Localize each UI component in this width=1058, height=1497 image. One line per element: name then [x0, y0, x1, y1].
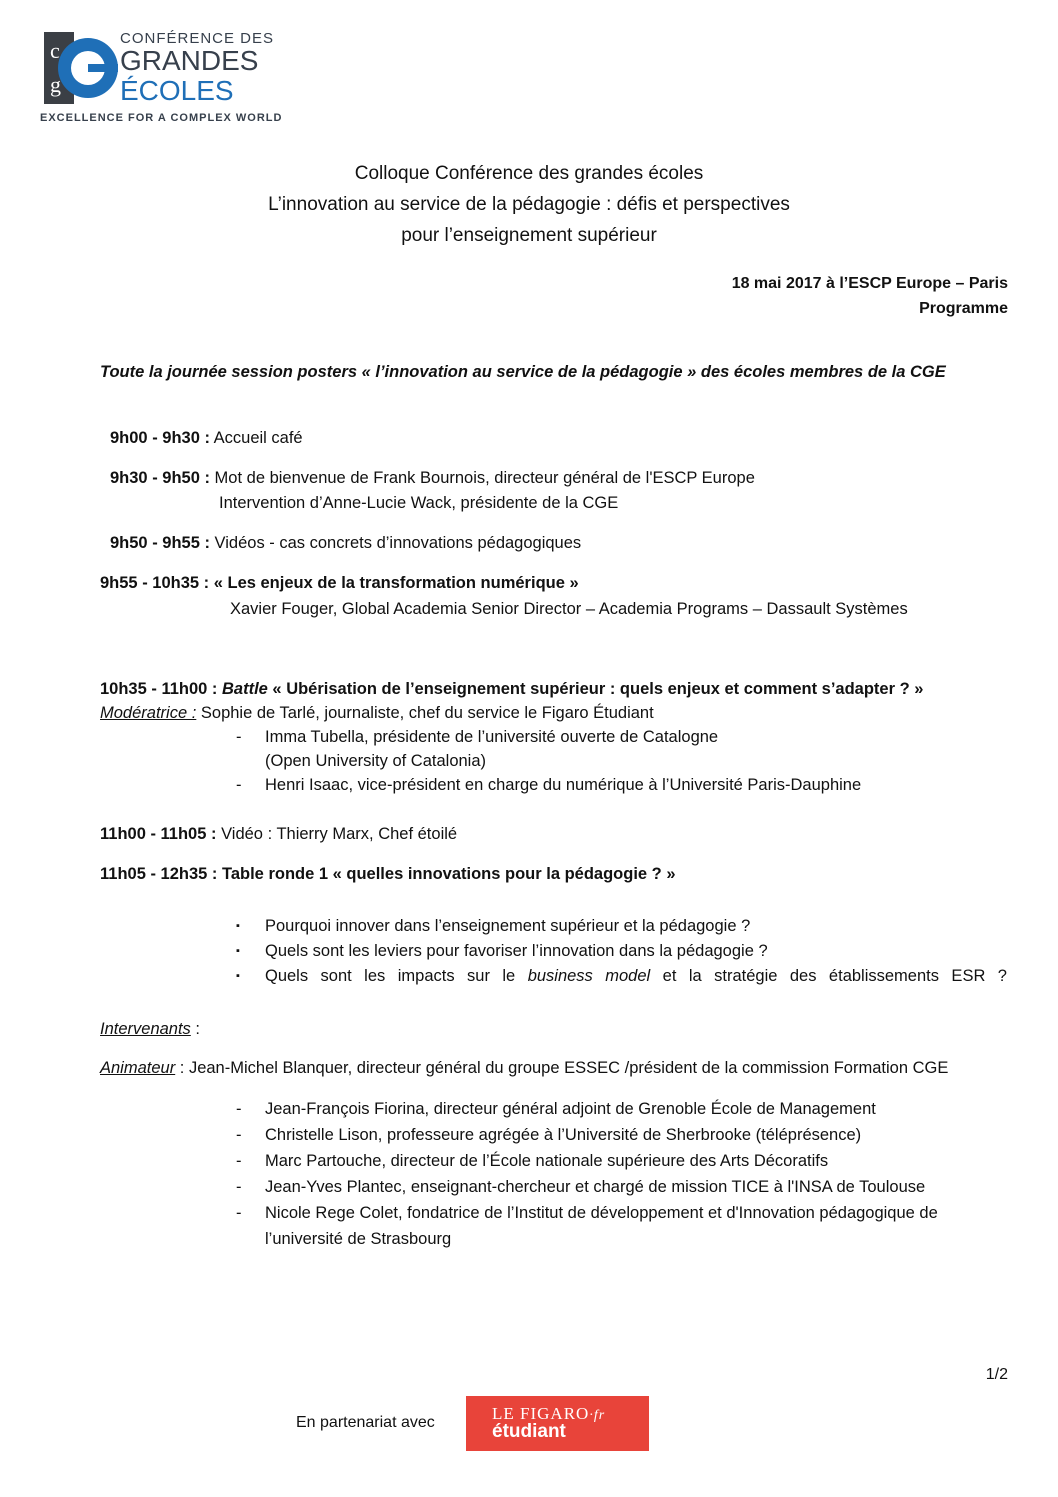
animator-name: : Jean-Michel Blanquer, directeur général du groupe ESSEC /président de la commission Formation CGE — [175, 1059, 949, 1077]
figaro-suffix: ·fr — [589, 1408, 606, 1423]
bullet-icon: ▪ — [236, 920, 240, 932]
speaker-item-cont: l’université de Strasbourg — [265, 1230, 452, 1248]
schedule-text: Mot de bienvenue de Frank Bournois, directeur général de l'ESCP Europe — [209, 469, 755, 487]
speakers-heading — [100, 1017, 200, 1041]
question-item: Pourquoi innover dans l’enseignement supérieur et la pédagogie ? — [265, 917, 751, 935]
logo-line-2: GRANDES — [120, 45, 259, 76]
schedule-item — [100, 822, 457, 846]
speaker-item: Christelle Lison, professeure agrégée à l’Université de Sherbrooke (téléprésence) — [265, 1126, 862, 1144]
schedule-time: 11h00 - 11h05 : — [100, 825, 217, 843]
list-dash: - — [236, 1100, 242, 1118]
list-item: Imma Tubella, présidente de l’université ouverte de Catalogne — [265, 728, 719, 746]
partner-label: En partenariat avec — [296, 1414, 435, 1431]
speakers-list — [0, 1096, 1058, 1252]
schedule-item — [100, 571, 579, 595]
schedule-text: « Les enjeux de la transformation numérique » — [209, 574, 579, 592]
page-number: 1/2 — [985, 1366, 1008, 1383]
schedule-item — [110, 531, 581, 555]
question-emphasis: business model — [527, 967, 651, 985]
schedule-time: 9h30 - 9h50 : — [110, 469, 210, 487]
figaro-line-2: étudiant — [492, 1421, 566, 1442]
schedule-text: Vidéos - cas concrets d’innovations pédagogiques — [209, 534, 582, 552]
speakers-label: Intervenants — [100, 1020, 191, 1038]
question-text: et la stratégie des établissements ESR ? — [650, 967, 1007, 985]
logo-line-3: ÉCOLES — [120, 75, 234, 106]
list-dash: - — [236, 1178, 242, 1196]
animator-line — [100, 1056, 948, 1080]
poster-session: Toute la journée session posters « l’innovation au service de la pédagogie » des écoles membres de la CGE — [100, 363, 946, 381]
date-place: 18 mai 2017 à l’ESCP Europe – Paris — [731, 275, 1008, 292]
schedule-item — [110, 426, 303, 450]
list-dash: - — [236, 728, 242, 746]
schedule-format: Battle — [222, 680, 268, 698]
svg-text:c: c — [50, 38, 60, 63]
figaro-etudiant-logo — [466, 1396, 649, 1451]
speaker-item: Marc Partouche, directeur de l’École nationale supérieure des Arts Décoratifs — [265, 1152, 829, 1170]
programme-label: Programme — [919, 300, 1008, 317]
list-dash: - — [236, 1152, 242, 1170]
schedule-time: 9h50 - 9h55 : — [110, 534, 210, 552]
moderator-name: Sophie de Tarlé, journaliste, chef du service le Figaro Étudiant — [196, 704, 654, 722]
cge-emblem-icon — [40, 28, 120, 108]
list-item-cont: (Open University of Catalonia) — [265, 752, 487, 770]
schedule-text: Accueil café — [209, 429, 303, 447]
bullet-icon: ▪ — [236, 945, 240, 957]
schedule-text-cont: Xavier Fouger, Global Academia Senior Director – Academia Programs – Dassault Systèmes — [230, 600, 908, 618]
title-line-2: L’innovation au service de la pédagogie : défis et perspectives — [268, 194, 790, 215]
question-text: Quels sont les impacts sur le — [265, 967, 528, 985]
schedule-item — [100, 862, 676, 886]
schedule-time: 9h00 - 9h30 : — [110, 429, 210, 447]
speaker-item: Jean-Yves Plantec, enseignant-chercheur et chargé de mission TICE à l'INSA de Toulouse — [265, 1178, 926, 1196]
figaro-name: LE FIGARO — [492, 1404, 590, 1423]
logo-line-1: CONFÉRENCE DES — [120, 30, 275, 47]
animator-label: Animateur — [100, 1059, 176, 1077]
moderator-line — [100, 701, 654, 725]
schedule-time: 11h05 - 12h35 : — [100, 865, 218, 883]
bullet-icon: ▪ — [236, 970, 240, 982]
schedule-time: 10h35 - 11h00 : — [100, 680, 218, 698]
moderator-label: Modératrice : — [100, 704, 197, 722]
logo-tagline: EXCELLENCE FOR A COMPLEX WORLD — [40, 112, 283, 124]
schedule-item — [110, 466, 755, 490]
question-item — [265, 964, 1007, 989]
speakers-colon: : — [190, 1020, 200, 1038]
list-dash: - — [236, 1126, 242, 1144]
cge-logo — [40, 28, 300, 128]
speaker-item: Nicole Rege Colet, fondatrice de l’Institut de développement et d'Innovation pédagogique de — [265, 1204, 938, 1222]
list-item: Henri Isaac, vice-président en charge du numérique à l’Université Paris-Dauphine — [265, 776, 862, 794]
question-item: Quels sont les leviers pour favoriser l’innovation dans la pédagogie ? — [265, 942, 768, 960]
title-line-1: Colloque Conférence des grandes écoles — [354, 163, 704, 184]
schedule-time: 9h55 - 10h35 : — [100, 574, 210, 592]
schedule-text-cont: Intervention d’Anne-Lucie Wack, présidente de la CGE — [219, 494, 619, 512]
speaker-item: Jean-François Fiorina, directeur général adjoint de Grenoble École de Management — [265, 1100, 876, 1118]
svg-text:g: g — [50, 72, 61, 97]
questions-list — [0, 914, 1058, 990]
schedule-text: « Ubérisation de l’enseignement supérieur : quels enjeux et comment s’adapter ? » — [267, 680, 924, 698]
schedule-text: Table ronde 1 « quelles innovations pour la pédagogie ? » — [217, 865, 676, 883]
schedule-text: Vidéo : Thierry Marx, Chef étoilé — [216, 825, 458, 843]
list-dash: - — [236, 776, 242, 794]
battle-panel-list — [0, 725, 1058, 797]
schedule-item — [100, 677, 923, 701]
list-dash: - — [236, 1204, 242, 1222]
title-line-3: pour l’enseignement supérieur — [401, 225, 657, 246]
